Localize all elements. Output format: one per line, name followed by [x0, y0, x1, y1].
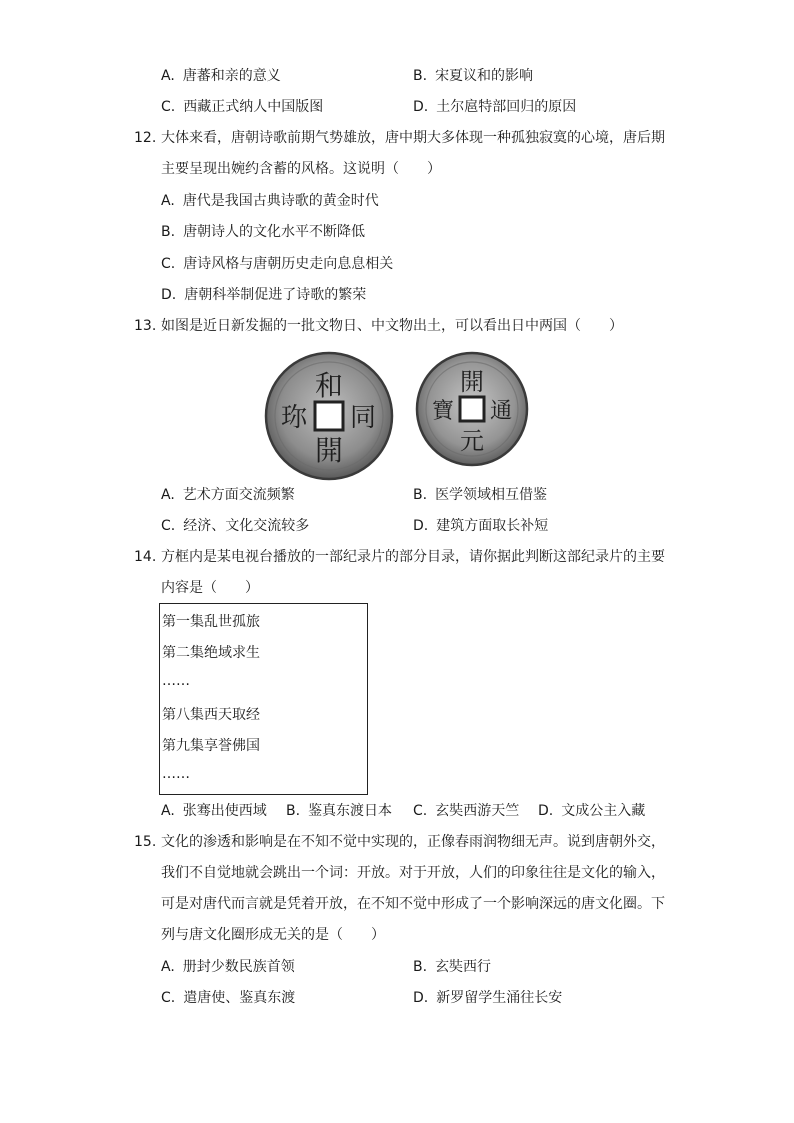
option-d: D. 新罗留学生涌往长安	[413, 990, 563, 1006]
contents-line: 第二集绝域求生	[162, 645, 260, 661]
option-d: D. 建筑方面取长补短	[413, 518, 549, 534]
option-c: C. 玄奘西游天竺	[413, 803, 520, 819]
question-stem: 文化的渗透和影响是在不知不觉中实现的，正像春雨润物细无声。说到唐朝外交，	[161, 834, 665, 850]
coin-glyph: 元	[460, 427, 484, 455]
option-a: A. 张骞出使西域	[161, 803, 267, 819]
option-b: B. 医学领域相互借鉴	[413, 487, 548, 503]
contents-line: 第八集西天取经	[162, 707, 260, 723]
coin-glyph: 開	[314, 434, 344, 467]
question-number: 14.	[134, 549, 157, 565]
question-stem: 方框内是某电视台播放的一部纪录片的部分目录，请你据此判断这部纪录片的主要	[161, 549, 665, 565]
question-stem: 可是对唐代而言就是凭着开放，在不知不觉中形成了一个影响深远的唐文化圈。下	[161, 896, 665, 912]
option-c: C. 遣唐使、鉴真东渡	[161, 990, 296, 1006]
contents-line: ……	[162, 766, 190, 782]
option-a: A. 唐蕃和亲的意义	[161, 68, 281, 84]
question-stem: 列与唐文化圈形成无关的是（ ）	[161, 927, 385, 943]
question-number: 15.	[134, 834, 157, 850]
option-b: B. 玄奘西行	[413, 959, 492, 975]
coin-glyph: 通	[489, 399, 513, 424]
option-b: B. 唐朝诗人的文化水平不断降低	[161, 224, 366, 240]
option-d: D. 唐朝科举制促进了诗歌的繁荣	[161, 287, 367, 303]
option-c: C. 西藏正式纳人中国版图	[161, 99, 324, 115]
option-b: B. 宋夏议和的影响	[413, 68, 534, 84]
option-a: A. 唐代是我国古典诗歌的黄金时代	[161, 193, 379, 209]
coin-image-kaiyuan-tongbao	[414, 350, 530, 468]
option-d: D. 文成公主入藏	[538, 803, 646, 819]
coin-glyph: 同	[349, 403, 377, 433]
coin-glyph: 和	[314, 369, 344, 402]
option-c: C. 经济、文化交流较多	[161, 518, 310, 534]
question-stem: 主要呈现出婉约含蓄的风格。这说明（ ）	[161, 161, 441, 177]
question-number: 12.	[134, 130, 157, 146]
question-number: 13.	[134, 318, 157, 334]
option-a: A. 艺术方面交流频繁	[161, 487, 295, 503]
option-b: B. 鉴真东渡日本	[286, 803, 393, 819]
coin-glyph: 開	[460, 368, 484, 396]
question-stem: 大体来看，唐朝诗歌前期气势雄放，唐中期大多体现一种孤独寂寞的心境，唐后期	[161, 130, 665, 146]
contents-line: 第九集享誉佛国	[162, 738, 260, 754]
question-stem: 我们不自觉地就会跳出一个词：开放。对于开放，人们的印象往往是文化的输入，	[161, 865, 665, 881]
option-d: D. 土尔扈特部回归的原因	[413, 99, 577, 115]
coin-glyph: 珎	[280, 403, 308, 433]
contents-line: 第一集乱世孤旅	[162, 614, 260, 630]
option-c: C. 唐诗风格与唐朝历史走向息息相关	[161, 256, 394, 272]
coin-glyph: 寶	[431, 399, 455, 424]
question-stem: 如图是近日新发掘的一批文物日、中文物出土，可以看出日中两国（ ）	[161, 318, 623, 334]
documentary-contents-box	[159, 603, 368, 795]
coin-image-wadokaichin	[263, 350, 395, 482]
option-a: A. 册封少数民族首领	[161, 959, 295, 975]
question-stem: 内容是（ ）	[161, 580, 259, 596]
contents-line: ……	[162, 673, 190, 689]
